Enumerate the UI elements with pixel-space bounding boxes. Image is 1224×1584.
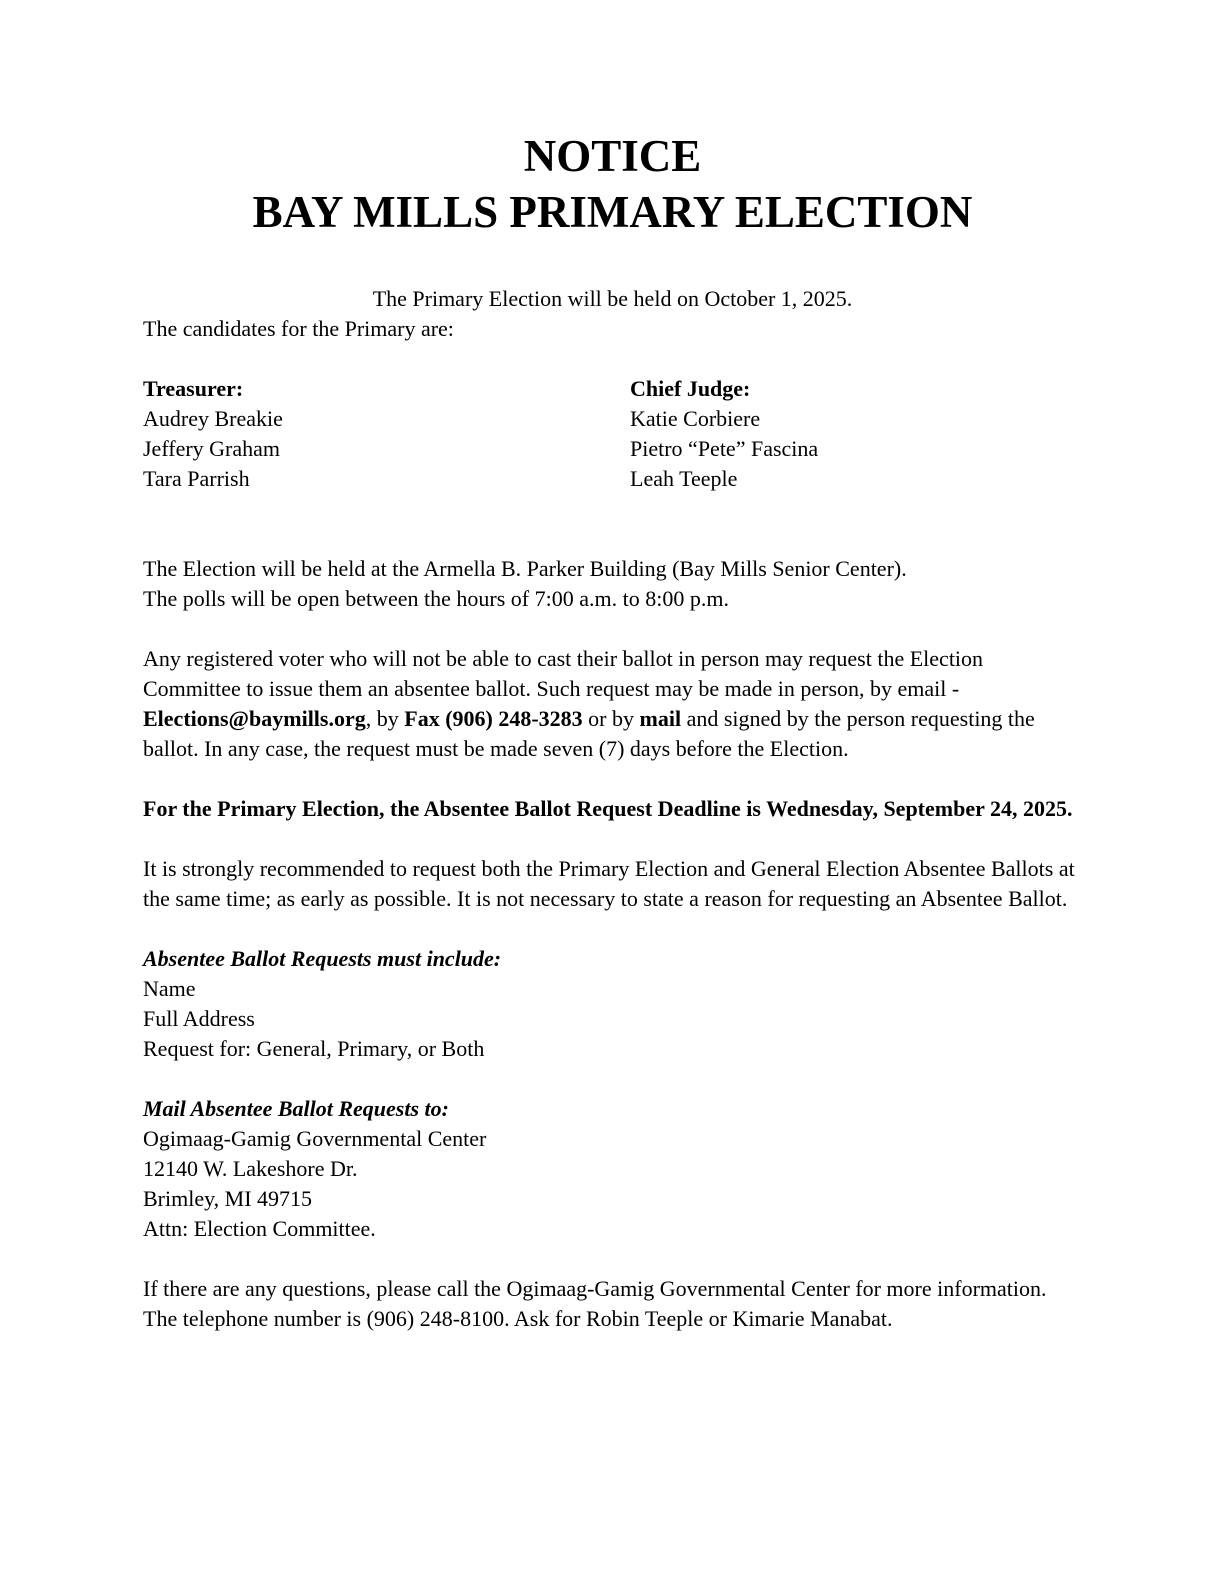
title-line-1: NOTICE: [523, 131, 702, 181]
mailing-heading: Mail Absentee Ballot Requests to:: [143, 1096, 449, 1121]
treasurer-heading: Treasurer:: [143, 376, 244, 401]
candidates-intro-line: The candidates for the Primary are:: [143, 316, 454, 341]
email-address: Elections@baymills.org: [143, 706, 366, 731]
location-line: The Election will be held at the Armella B. Parker Building (Bay Mills Senior Center).: [143, 556, 907, 581]
candidate-name: Tara Parrish: [143, 466, 250, 491]
candidate-name: Katie Corbiere: [630, 406, 761, 431]
candidate-name: Leah Teeple: [630, 466, 738, 491]
request-text-segment: , by: [365, 706, 405, 731]
requirement-item: Full Address: [143, 1006, 255, 1031]
requirements-heading: Absentee Ballot Requests must include:: [143, 946, 502, 971]
candidate-name: Audrey Breakie: [143, 406, 283, 431]
deadline-paragraph: For the Primary Election, the Absentee Ballot Request Deadline is Wednesday, September 24, 2025.: [143, 796, 1073, 821]
location-paragraph: [143, 554, 1082, 614]
document-title: [143, 128, 1082, 240]
absentee-request-paragraph: [143, 644, 1082, 764]
mailing-address-line: Brimley, MI 49715: [143, 1186, 313, 1211]
questions-paragraph: If there are any questions, please call the Ogimaag-Gamig Governmental Center for more information. The telephone number is (906) 248-8100. Ask for Robin Teeple or Kimarie Manabat.: [143, 1276, 1047, 1331]
polls-hours-line: The polls will be open between the hours of 7:00 a.m. to 8:00 p.m.: [143, 586, 729, 611]
mailing-address-line: 12140 W. Lakeshore Dr.: [143, 1156, 358, 1181]
recommendation-paragraph: It is strongly recommended to request both the Primary Election and General Election Absentee Ballots at the same time; as early as possible. It is not necessary to state a reason for requesting an Absentee Ballot.: [143, 856, 1075, 911]
mail-emphasis: mail: [639, 706, 682, 731]
chief-judge-column: [630, 374, 1082, 494]
fax-number: Fax (906) 248-3283: [404, 706, 583, 731]
mailing-address-line: Attn: Election Committee.: [143, 1216, 376, 1241]
mailing-section: [143, 1094, 1082, 1244]
election-date-line: The Primary Election will be held on October 1, 2025.: [372, 286, 853, 311]
requirement-item: Name: [143, 976, 196, 1001]
title-line-2: BAY MILLS PRIMARY ELECTION: [252, 187, 973, 237]
requirement-item: Request for: General, Primary, or Both: [143, 1036, 485, 1061]
treasurer-column: [143, 374, 630, 494]
request-text-segment: and signed by the person requesting the ballot. In any case, the request must be made seven (7) days before the Election.: [143, 706, 1035, 761]
request-text-segment: Any registered voter who will not be able to cast their ballot in person may request the Election Committee to issue them an absentee ballot. Such request may be made in person, by email -: [143, 646, 984, 701]
chief-judge-heading: Chief Judge:: [630, 376, 751, 401]
requirements-section: [143, 944, 1082, 1064]
request-text-segment: or by: [582, 706, 640, 731]
candidate-name: Jeffery Graham: [143, 436, 281, 461]
mailing-address-line: Ogimaag-Gamig Governmental Center: [143, 1126, 487, 1151]
candidate-name: Pietro “Pete” Fascina: [630, 436, 819, 461]
candidates-columns: [143, 374, 1082, 494]
